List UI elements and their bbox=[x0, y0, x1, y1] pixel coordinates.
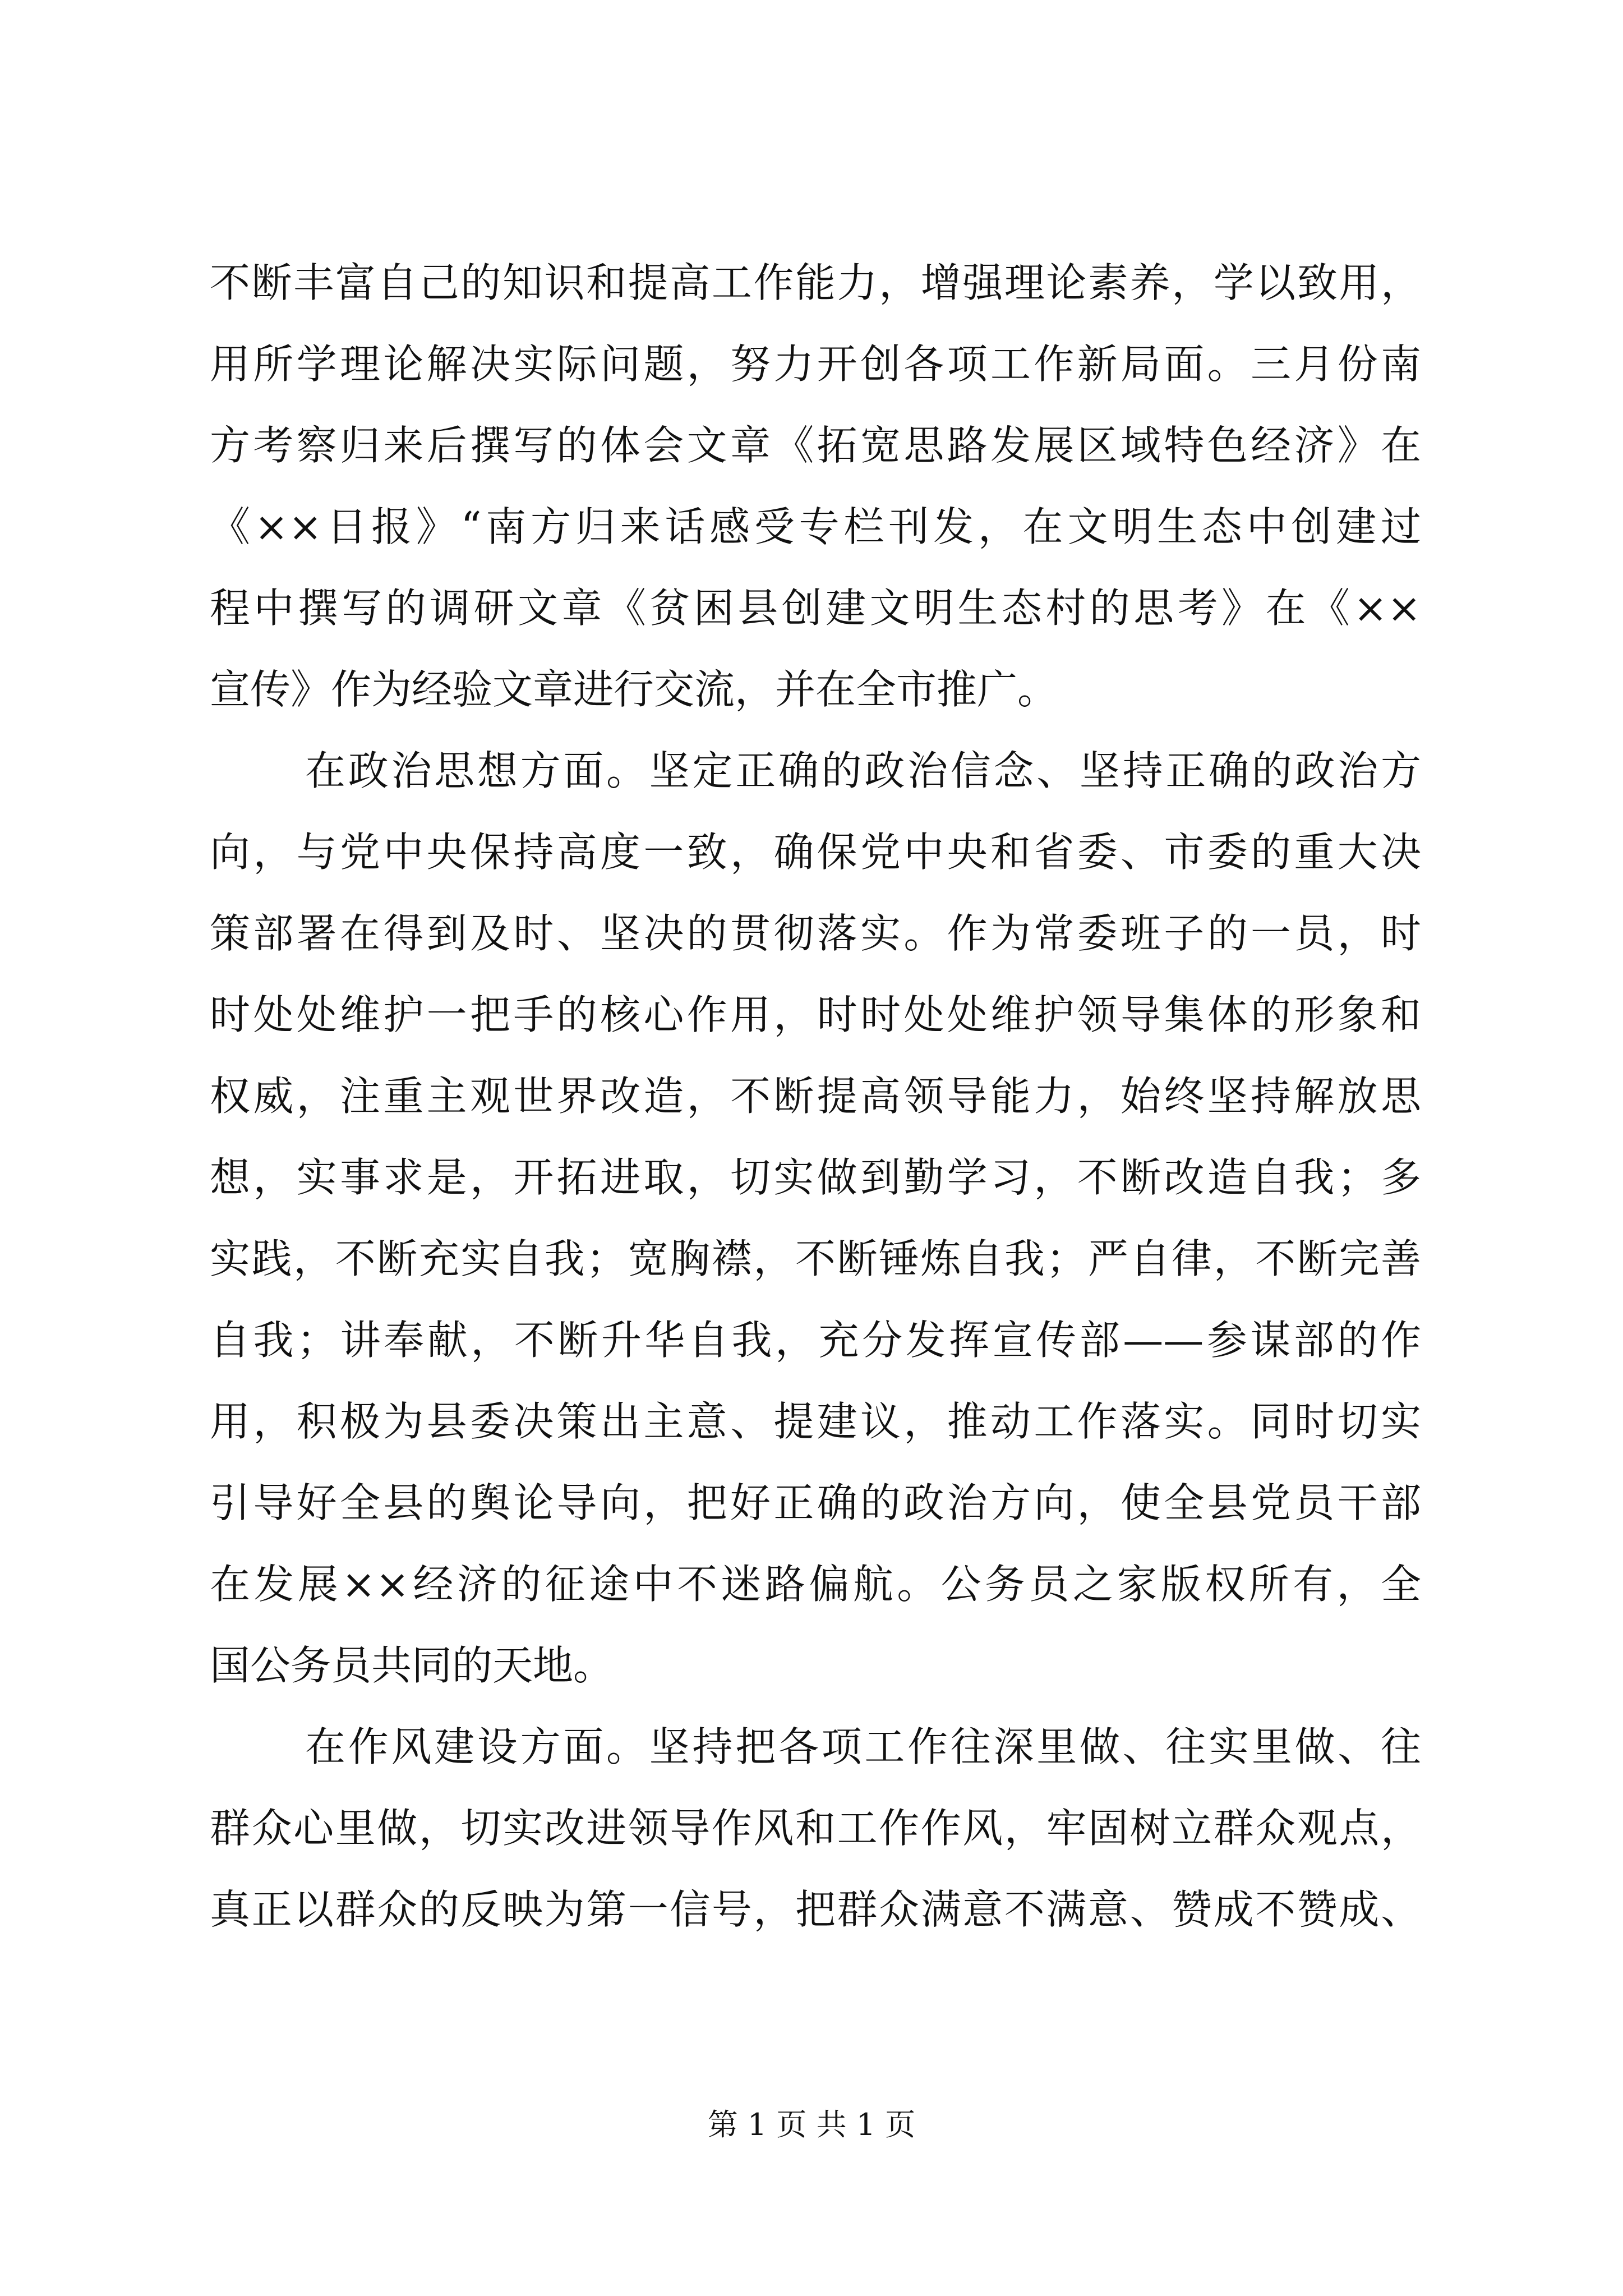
text-line: 用所学理论解决实际问题，努力开创各项工作新局面。三月份南 bbox=[210, 341, 1421, 388]
text-line: 权威，注重主观世界改造，不断提高领导能力，始终坚持解放思 bbox=[210, 1073, 1421, 1120]
text-line: 时处处维护一把手的核心作用，时时处处维护领导集体的形象和 bbox=[210, 991, 1421, 1038]
text-line: 在发展××经济的征途中不迷路偏航。公务员之家版权所有，全 bbox=[210, 1561, 1421, 1608]
text-line: 策部署在得到及时、坚决的贯彻落实。作为常委班子的一员，时 bbox=[210, 910, 1421, 957]
text-line: 用，积极为县委决策出主意、提建议，推动工作落实。同时切实 bbox=[210, 1398, 1421, 1445]
text-line: 想，实事求是，开拓进取，切实做到勤学习，不断改造自我；多 bbox=[210, 1154, 1421, 1201]
text-line: 不断丰富自己的知识和提高工作能力，增强理论素养，学以致用， bbox=[210, 259, 1421, 306]
paragraph-start-line: 在政治思想方面。坚定正确的政治信念、坚持正确的政治方 bbox=[305, 747, 1421, 794]
text-line: 方考察归来后撰写的体会文章《拓宽思路发展区域特色经济》在 bbox=[210, 422, 1421, 469]
text-line: 程中撰写的调研文章《贫困县创建文明生态村的思考》在《×× bbox=[210, 585, 1421, 632]
paragraph-start-line: 在作风建设方面。坚持把各项工作往深里做、往实里做、往 bbox=[305, 1723, 1421, 1770]
text-line: 国公务员共同的天地。 bbox=[210, 1642, 614, 1689]
text-line: 宣传》作为经验文章进行交流，并在全市推广。 bbox=[210, 666, 1058, 713]
text-line: 自我；讲奉献，不断升华自我，充分发挥宣传部——参谋部的作 bbox=[210, 1317, 1421, 1364]
document-body bbox=[210, 242, 1421, 1950]
text-line: 群众心里做，切实改进领导作风和工作作风，牢固树立群众观点， bbox=[210, 1805, 1421, 1852]
text-line: 向，与党中央保持高度一致，确保党中央和省委、市委的重大决 bbox=[210, 829, 1421, 876]
text-line: 《××日报》“南方归来话感受专栏刊发，在文明生态中创建过 bbox=[210, 503, 1421, 550]
page-footer: 第 1 页 共 1 页 bbox=[707, 2107, 916, 2142]
text-line: 真正以群众的反映为第一信号，把群众满意不满意、赞成不赞成、 bbox=[210, 1886, 1421, 1933]
text-line: 实践，不断充实自我；宽胸襟，不断锤炼自我；严自律，不断完善 bbox=[210, 1235, 1421, 1282]
text-line: 引导好全县的舆论导向，把好正确的政治方向，使全县党员干部 bbox=[210, 1479, 1421, 1526]
